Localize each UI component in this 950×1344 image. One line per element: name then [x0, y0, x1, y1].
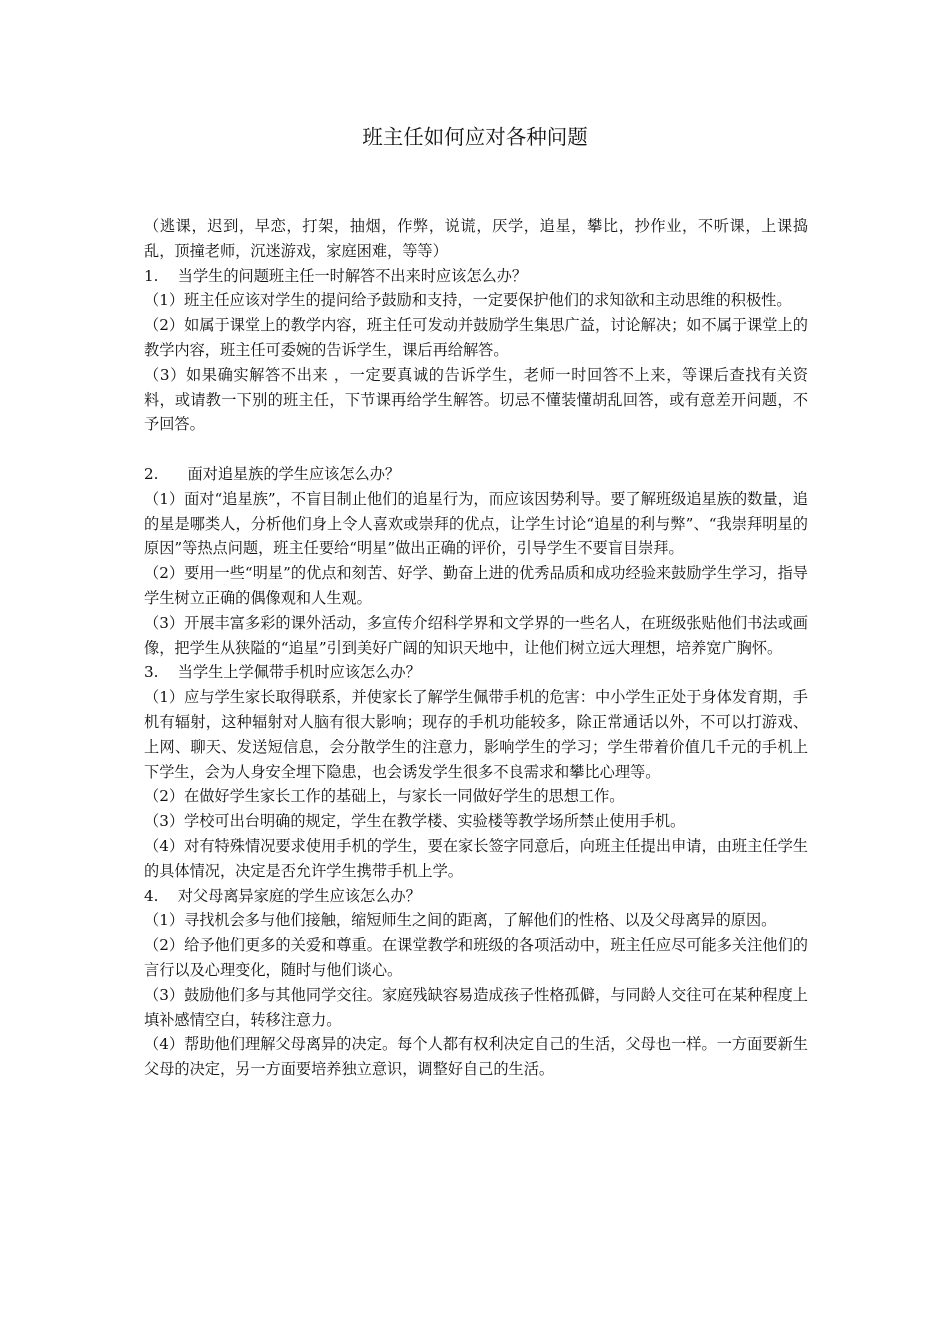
document-body [144, 214, 808, 1082]
section-2-item-2: （2）要用一些“明星”的优点和刻苦、好学、勤奋上进的优秀品质和成功经验来鼓励学生学习，指导学生树立正确的偶像观和人生观。 [144, 564, 808, 607]
paragraph-spacer [144, 437, 808, 462]
document-title: 班主任如何应对各种问题 [362, 125, 588, 149]
section-4-item-2: （2）给予他们更多的关爱和尊重。在课堂教学和班级的各项活动中，班主任应尽可能多关注他们的言行以及心理变化，随时与他们谈心。 [144, 936, 808, 979]
section-heading-2: 2. 面对追星族的学生应该怎么办？ [144, 464, 401, 483]
section-1-item-1: （1）班主任应该对学生的提问给予鼓励和支持，一定要保护他们的求知欲和主动思维的积极性。 [144, 291, 792, 310]
section-2-item-3: （3）开展丰富多彩的课外活动，多宣传介绍科学界和文学界的一些名人，在班级张贴他们书法或画像，把学生从狭隘的“追星”引到美好广阔的知识天地中，让他们树立远大理想，培养宽广胸怀。 [144, 613, 808, 657]
section-2-item-1: （1）面对“追星族”，不盲目制止他们的追星行为，而应该因势利导。要了解班级追星族的数量，追的星是哪类人，分析他们身上令人喜欢或崇拜的优点，让学生讨论“追星的利与弊”、“我崇拜明星的原因”等热点问题，班主任要给“明星”做出正确的评价，引导学生不要盲目崇拜。 [144, 489, 808, 558]
section-4-item-4: （4）帮助他们理解父母离异的决定。每个人都有权利决定自己的生活，父母也一样。一方面要新生父母的决定，另一方面要培养独立意识，调整好自己的生活。 [144, 1035, 808, 1079]
section-3-item-3: （3）学校可出台明确的规定，学生在教学楼、实验楼等教学场所禁止使用手机。 [144, 812, 686, 831]
section-4-item-3: （3）鼓励他们多与其他同学交往。家庭残缺容易造成孩子性格孤僻，与同龄人交往可在某种程度上填补感情空白，转移注意力。 [144, 985, 808, 1029]
section-1-item-2: （2）如属于课堂上的教学内容，班主任可发动并鼓励学生集思广益，讨论解决；如不属于课堂上的教学内容，班主任可委婉的告诉学生，课后再给解答。 [144, 316, 808, 359]
section-heading-4: 4. 对父母离异家庭的学生应该怎么办？ [144, 886, 421, 905]
section-3-item-2: （2）在做好学生家长工作的基础上，与家长一同做好学生的思想工作。 [144, 787, 625, 806]
section-3-item-1: （1）应与学生家长取得联系，并使家长了解学生佩带手机的危害：中小学生正处于身体发育期，手机有辐射，这种辐射对人脑有很大影响；现存的手机功能较多，除正常通话以外，不可以打游戏、上网、聊天、发送短信息，会分散学生的注意力，影响学生的学习；学生带着价值几千元的手机上下学生，会为人身安全埋下隐患，也会诱发学生很多不良需求和攀比心理等。 [144, 688, 808, 781]
section-heading-3: 3. 当学生上学佩带手机时应该怎么办？ [144, 663, 421, 682]
intro-paragraph: （逃课，迟到，早恋，打架，抽烟，作弊，说谎，厌学，追星，攀比，抄作业，不听课，上课捣乱，顶撞老师，沉迷游戏，家庭困难，等等） [144, 217, 808, 260]
section-heading-1: 1. 当学生的问题班主任一时解答不出来时应该怎么办？ [144, 266, 528, 285]
section-3-item-4: （4）对有特殊情况要求使用手机的学生，要在家长签字同意后，向班主任提出申请，由班主任学生的具体情况，决定是否允许学生携带手机上学。 [144, 836, 808, 880]
section-4-item-1: （1）寻找机会多与他们接触，缩短师生之间的距离，了解他们的性格、以及父母离异的原因。 [144, 911, 777, 930]
section-1-item-3: （3）如果确实解答不出来 ，一定要真诚的告诉学生，老师一时回答不上来，等课后查找有关资料，或请教一下别的班主任，下节课再给学生解答。切忌不懂装懂胡乱回答，或有意差开问题，不予回答。 [144, 365, 808, 434]
